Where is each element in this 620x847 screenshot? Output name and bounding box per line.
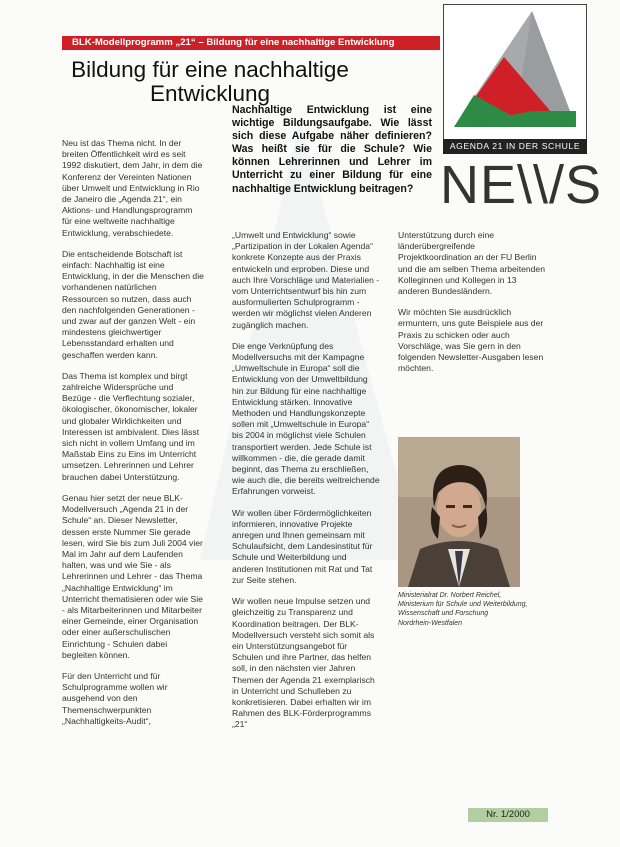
article-lead: Nachhaltige Entwicklung ist eine wichtige Bildungsaufgabe. Wie lässt sich diese Aufgabe näher definieren? Was heißt sie für die Schule? Wie können Lehrerinnen und Lehrer im Unterricht zu einer Bildung für eine nachhaltige Entwicklung beitragen? bbox=[232, 104, 432, 195]
paragraph: Wir wollen neue Impulse setzen und gleichzeitig zu Transparenz und Koordination beitragen. Der BLK-Modellversuch versteht sich somit als ein Unterstützungsangebot für Schulen und ihre Partner, das helfen soll, in den nächsten vier Jahren Themen der Agenda 21 exemplarisch in Unterricht und Schulleben zu konkretisieren. Dabei erhalten wir im Rahmen des BLK-Förderprogramms „21“ bbox=[232, 596, 375, 730]
title-line-2: Entwicklung bbox=[149, 81, 271, 106]
logo-band: AGENDA 21 IN DER SCHULE bbox=[443, 139, 587, 154]
article-title bbox=[60, 58, 360, 106]
paragraph: Wir wollen über Fördermöglichkeiten informieren, innovative Projekte anregen und Ihnen gemeinsam mit Schulaufsicht, dem Landesinstitut für Schule und Weiterbildung und anderen Institutionen mit Rat und Tat zur Seite stehen. bbox=[232, 507, 373, 585]
text-column-3 bbox=[398, 230, 548, 384]
text-column-2 bbox=[232, 230, 380, 741]
photo-caption bbox=[398, 591, 558, 628]
paragraph: Die enge Verknüpfung des Modellversuchs mit der Kampagne „Umweltschule in Europa“ soll die Entwicklung von der Umweltbildung hin zur Bildung für eine nachhaltige Entwicklung stärken. Innovative Methoden und Handlungskonzepte sollen mit „Umweltschule in Europa“ bis 2004 in möglichst viele Schulen transportiert werden. Jede Schule ist willkommen - die, die gerade damit beginnt, das Thema zu erschließen, wie auch die, die bereits weitreichende Erfahrungen vorweist. bbox=[232, 340, 380, 497]
caption-line: Ministerialrat Dr. Norbert Reichel, bbox=[398, 592, 502, 599]
paragraph: „Umwelt und Entwicklung“ sowie „Partizipation in der Lokalen Agenda“ konkrete Konzepte aus der Praxis entwickeln und erproben. Diese und auch Ihre Vorschläge und Materialien - vom Unterrichtsentwurf bis hin zum ausformulierten Schulprogramm - werden wir möglichst vielen Anderen zugänglich machen. bbox=[232, 230, 380, 330]
portrait-photo bbox=[398, 437, 520, 587]
logo-frame bbox=[443, 4, 587, 141]
header-bar: BLK-Modellprogramm „21“ – Bildung für eine nachhaltige Entwicklung bbox=[62, 36, 440, 50]
paragraph: Wir möchten Sie ausdrücklich ermuntern, uns gute Beispiele aus der Praxis zu schicken oder auch Vorschläge, was Sie gern in den folgenden Newsletter-Ausgaben lesen möchten. bbox=[398, 307, 544, 374]
logo-news: NE\\/S bbox=[440, 155, 603, 215]
caption-line: Ministerium für Schule und Weiterbildung, bbox=[398, 601, 528, 609]
paragraph: Genau hier setzt der neue BLK-Modellversuch „Agenda 21 in der Schule“ an. Dieser Newsletter, dessen erste Nummer Sie gerade lesen, wird Sie bis zum Juli 2004 vier Mal im Jahr auf dem Laufenden halten, was und wie Sie - als Lehrerinnen und Lehrer - das Thema „Nachhaltige Entwicklung“ im Unterricht thematisieren oder wie Sie - als Mitarbeiterinnen und Mitarbeiter einer Gemeinde, einer Organisation oder einer außerschulischen Einrichtung - Schulen dabei begleiten können. bbox=[62, 492, 203, 660]
title-line-1: Bildung für eine nachhaltige bbox=[71, 57, 349, 82]
paragraph: Die entscheidende Botschaft ist einfach: Nachhaltig ist eine Entwicklung, in der die Menschen die vorhandenen natürlichen Ressourcen so nutzen, dass auch den nachfolgenden Generationen - und zwar auf der ganzen Welt - ein mindestens gleichwertiger Lebensstandard erhalten und geschaffen werden kann. bbox=[62, 248, 204, 360]
paragraph: Das Thema ist komplex und birgt zahlreiche Widersprüche und Bezüge - die Verflechtung sozialer, ökologischer, ökonomischer, lokaler und globaler Wirklichkeiten und Interessen ist ambivalent. Dies lässt sich nicht in vollem Umfang und im Maßstab Eins zu Eins im Unterricht umsetzen. Lehrerinnen und Lehrer brauchen dabei Unterstützung. bbox=[62, 370, 200, 482]
triangle-logo-icon bbox=[444, 5, 586, 140]
caption-line: Wissenschaft und Forschung bbox=[398, 610, 489, 618]
agenda21-news-logo bbox=[440, 0, 603, 215]
issue-number-badge: Nr. 1/2000 bbox=[468, 808, 548, 822]
paragraph: Unterstützung durch eine länderübergreifende Projektkoordination an der FU Berlin und die am selben Thema arbeitenden Kolleginnen und Kollegen in 13 anderen Bundesländern. bbox=[398, 230, 545, 297]
portrait-illustration bbox=[398, 437, 520, 587]
paragraph: Für den Unterricht und für Schulprogramme wollen wir ausgehend von den Themenschwerpunkten „Nachhaltigkeits-Audit“, bbox=[62, 670, 168, 726]
paragraph: Neu ist das Thema nicht. In der breiten Öffentlichkeit wird es seit 1992 diskutiert, dem Jahr, in dem die Konferenz der Vereinten Nationen über Umwelt und Entwicklung in Rio de Janeiro die „Agenda 21“, ein Aktions- und Handlungsprogramm für eine weltweite nachhaltige Entwicklung, verabschiedete. bbox=[62, 138, 203, 238]
caption-line: Nordrhein-Westfalen bbox=[398, 619, 463, 627]
text-column-1 bbox=[62, 138, 204, 737]
